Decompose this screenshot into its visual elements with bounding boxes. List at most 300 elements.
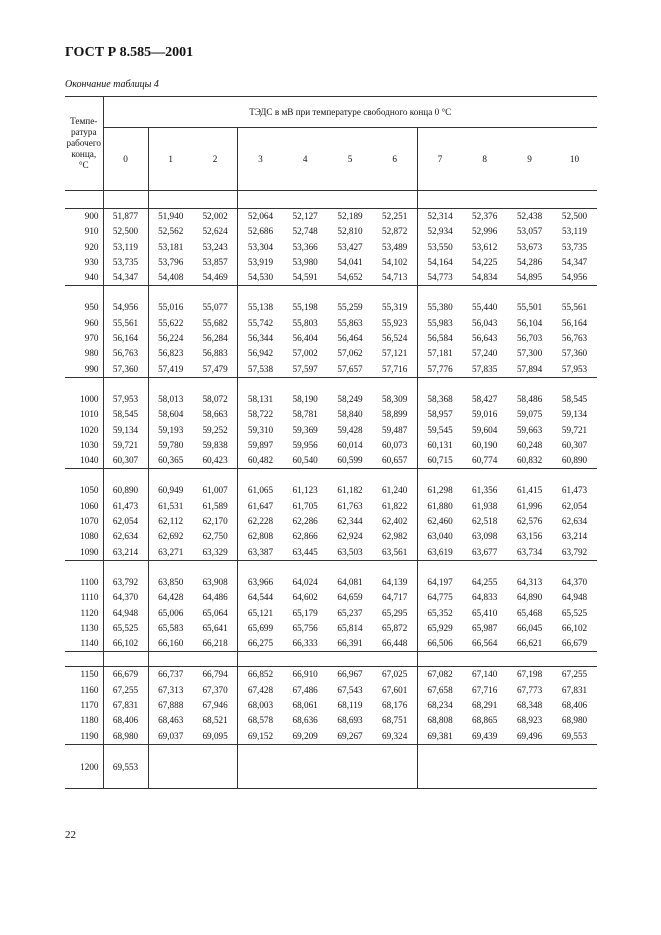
document-title: ГОСТ Р 8.585—2001 (65, 45, 194, 60)
emf-value-cell: 65,929 (417, 621, 462, 636)
emf-value-cell: 60,073 (382, 439, 408, 450)
gap-cell (193, 652, 238, 667)
emf-value-cell: 58,663 (202, 409, 228, 420)
emf-value-cell: 67,255 (561, 669, 588, 680)
emf-value-cell: 53,550 (417, 240, 462, 255)
emf-value-cell: 55,803 (292, 317, 318, 328)
table-row (65, 667, 597, 683)
emf-value-cell: 67,946 (202, 700, 228, 711)
emf-value-cell: 62,286 (292, 516, 318, 527)
emf-value-cell: 61,822 (382, 500, 408, 511)
emf-value-cell: 62,228 (238, 514, 283, 529)
emf-value-cell: 68,980 (103, 729, 148, 745)
emf-value-cell: 68,693 (337, 715, 363, 726)
emf-value-cell: 60,131 (417, 438, 462, 453)
emf-value-cell: 60,190 (472, 439, 498, 450)
emf-value-cell: 68,003 (238, 698, 283, 713)
group-gap-row (65, 652, 597, 667)
emf-value-cell: 53,919 (238, 255, 283, 270)
emf-value-cell: 60,599 (328, 453, 373, 469)
emf-value-cell: 52,748 (292, 226, 318, 237)
emf-value-cell: 55,983 (417, 316, 462, 331)
emf-value-cell: 63,098 (472, 531, 498, 542)
header-spacer-row (65, 191, 597, 209)
emf-value-cell: 54,834 (462, 270, 507, 286)
emf-value-cell: 59,545 (417, 423, 462, 438)
gap-cell (552, 469, 597, 484)
gap-cell (372, 744, 417, 759)
emf-value-cell: 55,259 (337, 302, 363, 313)
emf-value-cell: 69,152 (238, 729, 283, 745)
emf-value-cell: 53,057 (516, 226, 543, 237)
table-row (65, 224, 597, 239)
emf-value-cell: 60,657 (372, 453, 417, 469)
table-row (65, 423, 597, 438)
emf-value-cell: 52,872 (382, 226, 408, 237)
gap-cell (238, 469, 283, 484)
emf-value-cell: 65,525 (103, 621, 148, 636)
temperature-cell: 920 (84, 241, 99, 252)
gap-cell (507, 744, 552, 759)
gap-cell (65, 560, 103, 575)
emf-value-cell: 59,604 (472, 424, 498, 435)
gap-cell (328, 469, 373, 484)
gap-cell (462, 560, 507, 575)
emf-value-cell: 59,016 (472, 409, 498, 420)
emf-value-cell: 63,445 (283, 545, 328, 561)
digit-header-2: 2 (193, 128, 238, 191)
emf-value-cell: 59,956 (292, 439, 318, 450)
emf-value-cell: 63,040 (417, 529, 462, 544)
emf-value-cell: 65,352 (417, 606, 462, 621)
spacer-cell (238, 191, 283, 209)
emf-value-cell: 52,438 (516, 211, 543, 221)
emf-value-cell: 62,112 (148, 514, 193, 529)
gap-cell (372, 377, 417, 392)
gap-cell (65, 377, 103, 392)
emf-value-cell: 69,381 (417, 729, 462, 745)
emf-value-cell: 58,604 (148, 407, 193, 422)
spacer-cell (193, 191, 238, 209)
emf-value-cell: 52,686 (238, 224, 283, 239)
emf-value-cell: 63,966 (238, 575, 283, 590)
gap-cell (462, 652, 507, 667)
gap-cell (417, 560, 462, 575)
emf-value-cell: 61,531 (148, 499, 193, 514)
emf-value-cell: 64,775 (417, 590, 462, 605)
emf-value-cell: 56,584 (417, 331, 462, 346)
gap-cell (65, 652, 103, 667)
emf-value-cell: 67,082 (417, 667, 462, 683)
table-row (65, 545, 597, 561)
emf-value-cell: 59,663 (516, 424, 543, 435)
emf-value-cell: 53,119 (562, 226, 587, 237)
emf-value-cell: 53,427 (337, 241, 363, 252)
emf-value-cell: 69,037 (148, 729, 193, 745)
emf-value-cell: 67,428 (238, 683, 283, 698)
gap-cell (328, 744, 373, 759)
temperature-cell: 1120 (80, 607, 99, 618)
emf-value-cell: 60,307 (561, 439, 588, 450)
emf-value-cell: 67,543 (337, 684, 363, 695)
emf-value-cell: 56,284 (202, 333, 228, 344)
emf-value-cell: 61,647 (238, 499, 283, 514)
gap-cell (462, 744, 507, 759)
gap-cell (462, 469, 507, 484)
table-row (65, 407, 597, 422)
emf-value-cell: 62,808 (238, 529, 283, 544)
empty-cell (328, 759, 373, 789)
emf-value-cell: 57,538 (238, 362, 283, 378)
emf-value-cell: 65,006 (148, 606, 193, 621)
emf-value-cell: 56,703 (516, 333, 543, 344)
emf-value-cell: 56,043 (472, 317, 498, 328)
temperature-cell: 1100 (80, 576, 99, 587)
gap-cell (552, 744, 597, 759)
emf-value-cell: 58,781 (292, 409, 318, 420)
temperature-cell: 1190 (65, 729, 103, 745)
gap-cell (552, 286, 597, 301)
emf-value-cell: 63,677 (462, 545, 507, 561)
emf-value-cell: 57,835 (462, 362, 507, 378)
emf-value-cell: 59,838 (202, 439, 228, 450)
table-row (65, 240, 597, 255)
emf-value-cell: 64,139 (382, 576, 408, 587)
gap-cell (328, 286, 373, 301)
table-row (65, 438, 597, 453)
emf-value-cell: 62,924 (337, 531, 363, 542)
emf-value-cell: 62,982 (382, 531, 408, 542)
temperature-cell: 990 (65, 362, 103, 378)
emf-value-cell: 60,423 (193, 453, 238, 469)
emf-value-cell: 69,267 (328, 729, 373, 745)
emf-value-cell: 58,190 (292, 393, 318, 404)
emf-value-cell: 62,692 (148, 529, 193, 544)
emf-value-cell: 68,119 (337, 700, 363, 711)
emf-value-cell: 60,365 (148, 453, 193, 469)
emf-value-cell: 63,214 (561, 531, 588, 542)
table-row (65, 529, 597, 544)
emf-value-cell: 64,659 (337, 592, 363, 603)
emf-value-cell: 63,792 (552, 545, 597, 561)
emf-value-cell: 69,553 (103, 759, 148, 789)
emf-value-cell: 60,890 (552, 453, 597, 469)
emf-value-cell: 56,883 (202, 348, 228, 359)
emf-value-cell: 53,119 (103, 240, 148, 255)
emf-value-cell: 61,880 (417, 499, 462, 514)
temperature-cell: 980 (84, 348, 99, 359)
emf-value-cell: 66,102 (103, 636, 148, 652)
table-row (65, 255, 597, 270)
emf-value-cell: 56,404 (292, 333, 318, 344)
emf-value-cell: 59,721 (103, 438, 148, 453)
temperature-cell: 940 (65, 270, 103, 286)
emf-value-cell: 67,255 (103, 683, 148, 698)
gap-cell (507, 560, 552, 575)
gap-cell (462, 377, 507, 392)
emf-value-cell: 63,561 (372, 545, 417, 561)
emf-value-cell: 69,439 (462, 729, 507, 745)
gap-cell (507, 469, 552, 484)
emf-value-cell: 65,237 (337, 607, 363, 618)
temperature-cell: 1020 (80, 424, 99, 435)
emf-value-cell: 54,286 (516, 256, 543, 267)
emf-value-cell: 63,908 (202, 576, 228, 587)
emf-value-cell: 56,344 (238, 331, 283, 346)
gap-cell (283, 744, 328, 759)
emf-value-cell: 52,002 (202, 211, 228, 221)
emf-value-cell: 66,737 (148, 667, 193, 683)
gap-cell (103, 469, 148, 484)
emf-value-cell: 62,170 (202, 516, 228, 527)
digit-header-8: 8 (462, 128, 507, 191)
gap-cell (462, 286, 507, 301)
temperature-cell: 1060 (80, 500, 99, 511)
emf-value-cell: 66,218 (193, 636, 238, 652)
emf-value-cell: 67,313 (148, 683, 193, 698)
emf-value-cell: 62,402 (382, 516, 408, 527)
spacer-cell (552, 191, 597, 209)
emf-value-cell: 58,131 (238, 392, 283, 407)
emf-value-cell: 68,463 (148, 713, 193, 728)
gap-cell (283, 377, 328, 392)
emf-value-cell: 63,329 (193, 545, 238, 561)
table-row (65, 621, 597, 636)
emf-value-cell: 68,636 (292, 715, 318, 726)
emf-value-cell: 61,473 (103, 499, 148, 514)
emf-value-cell: 65,468 (516, 607, 543, 618)
emf-value-cell: 64,024 (292, 576, 318, 587)
emf-value-cell: 67,773 (516, 684, 543, 695)
emf-value-cell: 63,156 (516, 531, 543, 542)
spacer-cell (103, 191, 148, 209)
temperature-cell: 1010 (80, 409, 99, 420)
gap-cell (507, 377, 552, 392)
emf-value-cell: 53,304 (238, 240, 283, 255)
spacer-cell (507, 191, 552, 209)
emf-value-cell: 59,780 (148, 438, 193, 453)
gap-cell (103, 560, 148, 575)
emf-value-cell: 62,344 (337, 516, 363, 527)
gap-cell (328, 560, 373, 575)
emf-value-cell: 54,408 (148, 270, 193, 286)
emf-value-cell: 52,064 (238, 209, 283, 225)
emf-value-cell: 58,840 (337, 409, 363, 420)
emf-value-cell: 63,850 (148, 575, 193, 590)
emf-value-cell: 62,634 (561, 516, 588, 527)
emf-value-cell: 56,164 (103, 331, 148, 346)
emf-value-cell: 65,641 (202, 622, 228, 633)
emf-value-cell: 53,857 (202, 256, 228, 267)
gap-cell (417, 377, 462, 392)
emf-value-cell: 63,271 (148, 545, 193, 561)
emf-value-cell: 57,657 (328, 362, 373, 378)
emf-value-cell: 56,643 (472, 333, 498, 344)
emf-value-cell: 55,198 (292, 302, 318, 313)
temperature-cell: 1150 (80, 669, 99, 680)
emf-value-cell: 57,121 (382, 348, 408, 359)
emf-value-cell: 54,530 (238, 270, 283, 286)
emf-value-cell: 53,735 (561, 241, 588, 252)
emf-value-cell: 66,794 (202, 669, 228, 680)
emf-value-cell: 68,865 (472, 715, 498, 726)
spacer-cell (417, 191, 462, 209)
emf-value-cell: 58,072 (202, 393, 228, 404)
emf-value-cell: 66,448 (372, 636, 417, 652)
emf-value-cell: 65,179 (292, 607, 318, 618)
gap-cell (148, 469, 193, 484)
emf-value-cell: 60,832 (507, 453, 552, 469)
emf-value-cell: 64,948 (103, 606, 148, 621)
emf-value-cell: 63,792 (103, 575, 148, 590)
emf-value-cell: 59,134 (103, 423, 148, 438)
gap-cell (103, 286, 148, 301)
gap-cell (103, 744, 148, 759)
emf-value-cell: 69,496 (507, 729, 552, 745)
emf-value-cell: 68,406 (561, 700, 588, 711)
table-row (65, 453, 597, 469)
gap-cell (238, 744, 283, 759)
emf-value-cell: 66,333 (283, 636, 328, 652)
group-gap-row (65, 469, 597, 484)
emf-value-cell: 62,634 (103, 529, 148, 544)
emf-value-cell: 68,751 (382, 715, 408, 726)
gap-cell (417, 652, 462, 667)
gap-cell (507, 652, 552, 667)
emf-value-cell: 54,225 (472, 256, 498, 267)
empty-cell (372, 759, 417, 789)
emf-value-cell: 51,940 (148, 209, 193, 225)
emf-value-cell: 67,716 (472, 684, 498, 695)
emf-value-cell: 68,923 (516, 715, 543, 726)
emf-value-cell: 57,716 (372, 362, 417, 378)
gap-cell (238, 286, 283, 301)
emf-value-cell: 69,553 (552, 729, 597, 745)
emf-value-cell: 68,291 (472, 700, 498, 711)
temperature-cell: 960 (84, 317, 99, 328)
gap-cell (103, 377, 148, 392)
emf-value-cell: 64,717 (382, 592, 408, 603)
gap-cell (372, 560, 417, 575)
table-row (65, 316, 597, 331)
temperature-cell: 1090 (65, 545, 103, 561)
emf-value-cell: 64,197 (417, 575, 462, 590)
emf-value-cell: 58,899 (382, 409, 408, 420)
emf-value-cell: 59,075 (516, 409, 543, 420)
emf-value-cell: 57,181 (417, 346, 462, 361)
table-body (65, 191, 597, 789)
emf-value-cell: 65,699 (238, 621, 283, 636)
emf-value-cell: 62,750 (202, 531, 228, 542)
gap-cell (193, 744, 238, 759)
emf-value-cell: 61,763 (337, 500, 363, 511)
emf-value-cell: 67,025 (382, 669, 408, 680)
emf-value-cell: 62,518 (472, 516, 498, 527)
emf-value-cell: 53,612 (472, 241, 498, 252)
emf-value-cell: 68,176 (382, 700, 408, 711)
emf-value-cell: 52,934 (417, 224, 462, 239)
emf-value-cell: 54,713 (372, 270, 417, 286)
emf-value-cell: 57,062 (337, 348, 363, 359)
empty-cell (193, 759, 238, 789)
gap-cell (283, 560, 328, 575)
emf-value-cell: 55,077 (202, 302, 228, 313)
emf-value-cell: 55,138 (238, 300, 283, 315)
emf-value-cell: 58,249 (337, 393, 363, 404)
emf-value-cell: 64,833 (472, 592, 498, 603)
emf-value-cell: 64,370 (561, 576, 588, 587)
empty-cell (283, 759, 328, 789)
emf-value-cell: 58,013 (148, 392, 193, 407)
empty-cell (462, 759, 507, 789)
temperature-cell: 900 (84, 211, 99, 221)
emf-value-cell: 52,500 (561, 211, 588, 221)
table-row (65, 606, 597, 621)
emf-value-cell: 61,415 (516, 485, 543, 496)
emf-value-cell: 56,763 (561, 333, 588, 344)
gap-cell (238, 377, 283, 392)
temperature-cell: 930 (84, 256, 99, 267)
gap-cell (417, 469, 462, 484)
temperature-cell: 970 (84, 333, 99, 344)
digit-header-6: 6 (372, 128, 417, 191)
temperature-cell: 1000 (80, 393, 99, 404)
table-row (65, 514, 597, 529)
table-row (65, 729, 597, 745)
group-gap-row (65, 377, 597, 392)
empty-cell (552, 759, 597, 789)
emf-value-cell: 59,897 (238, 438, 283, 453)
temperature-header-line: конца, (71, 149, 97, 159)
table-header (65, 97, 597, 191)
digit-header-5: 5 (328, 128, 373, 191)
emf-value-cell: 65,295 (382, 607, 408, 618)
temperature-cell: 1140 (65, 636, 103, 652)
emf-value-cell: 66,102 (561, 622, 588, 633)
table-row (65, 300, 597, 315)
emf-value-cell: 54,956 (103, 300, 148, 315)
emf-value-cell: 57,360 (561, 348, 588, 359)
emf-value-cell: 56,164 (561, 317, 588, 328)
emf-value-cell: 54,347 (103, 270, 148, 286)
emf-value-cell: 64,313 (516, 576, 543, 587)
emf-value-cell: 60,774 (462, 453, 507, 469)
empty-cell (148, 759, 193, 789)
emf-value-cell: 66,910 (292, 669, 318, 680)
emf-value-cell: 55,561 (103, 316, 148, 331)
table-row (65, 636, 597, 652)
emf-value-cell: 59,193 (148, 423, 193, 438)
spacer-cell (148, 191, 193, 209)
emf-value-cell: 65,987 (472, 622, 498, 633)
gap-cell (417, 744, 462, 759)
gap-cell (193, 469, 238, 484)
digit-header-7: 7 (417, 128, 462, 191)
emf-value-cell: 57,597 (283, 362, 328, 378)
digit-header-row (65, 128, 597, 191)
emf-value-cell: 56,104 (516, 317, 543, 328)
emf-value-cell: 57,479 (193, 362, 238, 378)
emf-value-cell: 69,209 (283, 729, 328, 745)
emf-value-cell: 58,368 (417, 392, 462, 407)
table-row (65, 362, 597, 378)
emf-value-cell: 68,348 (516, 700, 543, 711)
emf-value-cell: 66,679 (103, 667, 148, 683)
gap-cell (283, 652, 328, 667)
emf-value-cell: 66,506 (417, 636, 462, 652)
emf-value-cell: 67,658 (417, 683, 462, 698)
gap-cell (372, 469, 417, 484)
